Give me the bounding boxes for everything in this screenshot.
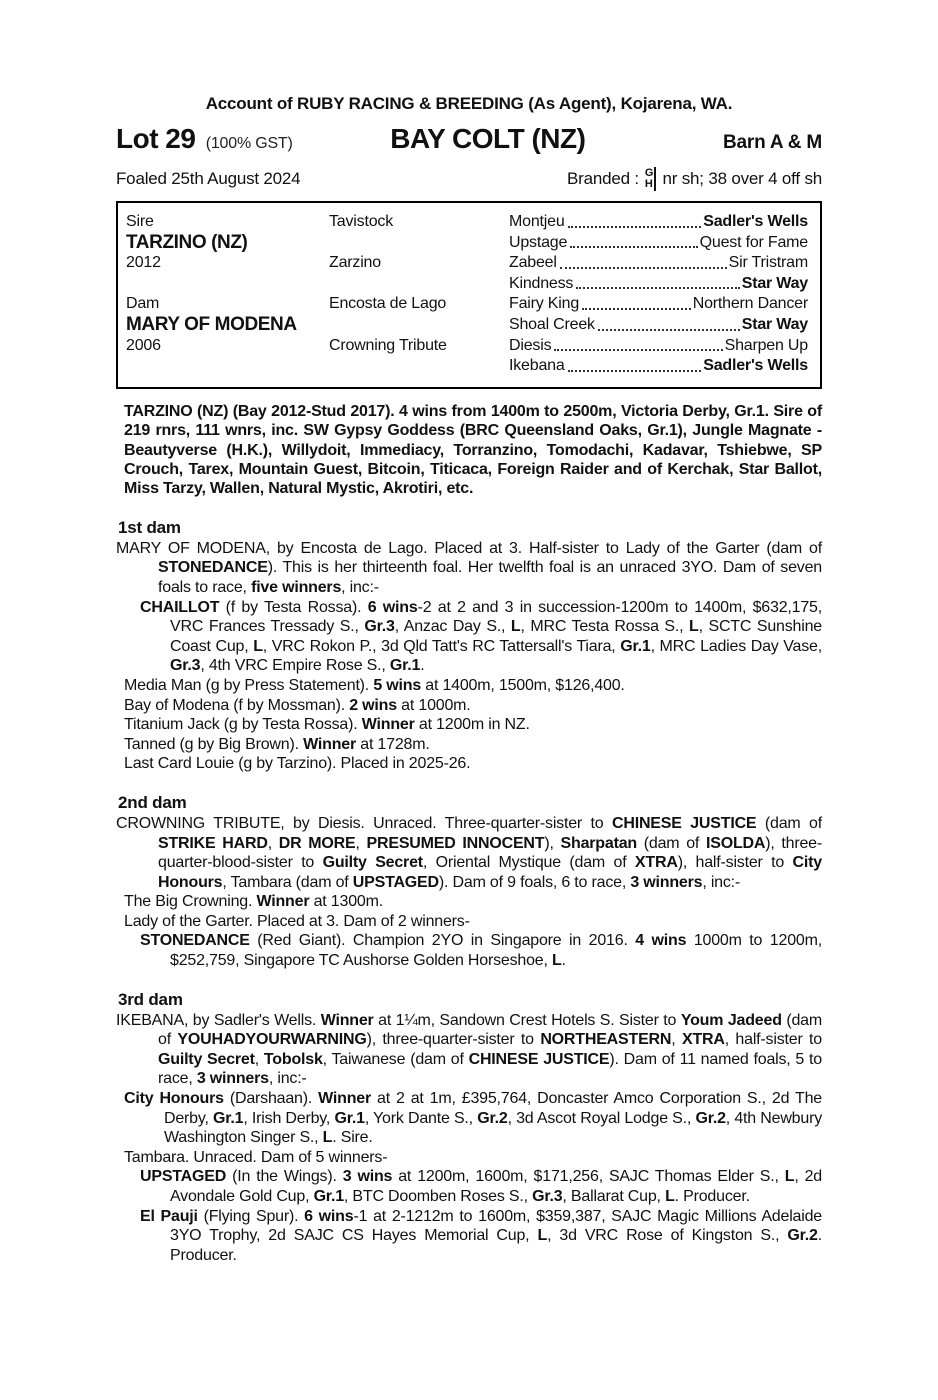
body-text: at 1¼m, Sandown Crest Hotels S. Sister to — [373, 1011, 681, 1029]
emphasized-name: 6 wins — [367, 598, 418, 616]
emphasized-name: 5 wins — [373, 676, 422, 694]
dam-section-heading: 1st dam — [118, 517, 181, 537]
emphasized-name: Gr.1 — [313, 1188, 344, 1205]
pedigree-paragraph — [116, 892, 822, 912]
body-text: , VRC Rokon P., 3d Qld Tatt's RC Tattersall's Tiara, — [262, 637, 621, 655]
body-text: IKEBANA, by Sadler's Wells. — [116, 1011, 321, 1029]
dotted-leader — [598, 329, 740, 331]
emphasized-name: XTRA — [681, 1031, 725, 1049]
parent-name: Tavistock — [329, 213, 393, 230]
grandparent-line — [509, 336, 808, 357]
emphasized-name: L — [510, 618, 521, 636]
emphasized-name: L — [322, 1129, 333, 1147]
emphasized-name: YOUHADYOURWARNING — [177, 1031, 367, 1049]
emphasized-name: City Honours — [158, 854, 822, 891]
body-text: -2 at 2 and 3 in succession-1200m to 1400m, $632,175, VRC Frances Tressady S., — [170, 598, 822, 636]
brand-letter-top: G — [644, 167, 654, 179]
branded-info — [567, 167, 822, 191]
grandparent-name: Kindness — [509, 274, 574, 292]
great-grandsire-name: Star Way — [741, 274, 808, 292]
body-text: . Producer. — [674, 1188, 750, 1205]
grandparent-line — [509, 356, 808, 377]
body-text: , inc:- — [341, 578, 379, 596]
emphasized-name: ISOLDA — [705, 834, 766, 852]
great-grandsire-name: Star Way — [741, 315, 808, 333]
body-text: (f by Testa Rossa). — [219, 598, 368, 616]
emphasized-name: Gr.1 — [620, 637, 651, 655]
body-text: ). This is her thirteenth foal. Her twelfth foal is an unraced 3YO. Dam of seven foals to race, — [158, 559, 822, 596]
emphasized-name: Gr.3 — [364, 618, 395, 636]
brand-mark-icon — [645, 167, 657, 191]
body-text: , Oriental Mystique (dam of — [422, 854, 635, 872]
body-text: , Ballarat Cup, — [562, 1188, 666, 1205]
emphasized-name: CHINESE JUSTICE — [468, 1050, 610, 1068]
body-text: (In the Wings). — [226, 1168, 343, 1186]
emphasized-name: Winner — [318, 1090, 372, 1108]
grandparent-name: Diesis — [509, 336, 552, 354]
dam-section-heading: 2nd dam — [118, 792, 187, 812]
body-text: (dam of — [756, 814, 822, 832]
subject-label: Dam — [126, 295, 160, 313]
pedigree-paragraph — [116, 715, 822, 735]
body-text: , York Dante S., — [364, 1109, 478, 1127]
body-text: at 1300m. — [309, 893, 383, 911]
dotted-leader — [560, 267, 727, 269]
emphasized-name: L — [689, 618, 699, 636]
pedigree-paragraph — [116, 1089, 822, 1148]
pedigree-paragraph — [116, 912, 822, 932]
body-text: Tambara. Unraced. Dam of 5 winners- — [124, 1148, 388, 1166]
emphasized-name: CHAILLOT — [140, 598, 220, 616]
pedigree-paragraph — [116, 676, 822, 696]
emphasized-name: NORTHEASTERN — [540, 1031, 672, 1049]
subject-name: MARY OF MODENA — [126, 313, 297, 335]
body-text: ), half-sister to — [677, 854, 793, 872]
lot-number: Lot 29 — [116, 123, 196, 154]
pedigree-paragraph — [116, 1148, 822, 1168]
body-text: at 1000m. — [396, 696, 471, 714]
pedigree-paragraph — [116, 814, 822, 892]
brand-letters — [645, 168, 654, 190]
body-text: , 4th Newbury Washington Singer S., — [164, 1109, 822, 1147]
emphasized-name: TARZINO (NZ) (Bay 2012-Stud 2017). 4 wins from 1400m to 2500m, Victoria Derby, Gr.1. Sire of 219 rnrs, 111 wnrs, inc. SW Gypsy Goddess (BRC Queensland Oaks, Gr.1), Jungle Magnate - Beautyverse (H.K.), Willydoit, Immediacy, Torranzino, Tomodachi, Kadavar, Tshiebwe, SP Crouch, Tarex, Mountain Guest, Bitcoin, Titicaca, Foreign Raider and of Kerchak, Star Ballot, Miss Tarzy, Wallen, Natural Mystic, Akrotiri, etc. — [124, 402, 822, 498]
pedigree-paragraph — [116, 735, 822, 755]
emphasized-name: 4 wins — [635, 932, 687, 950]
emphasized-name: five winners — [251, 578, 342, 596]
great-grandsire-name: Sadler's Wells — [703, 357, 808, 375]
brand-bar — [654, 167, 656, 191]
body-text: , inc:- — [268, 1070, 307, 1088]
emphasized-name: L — [784, 1168, 795, 1186]
body-text: , MRC Ladies Day Vase, — [650, 637, 822, 655]
emphasized-name: L — [253, 637, 263, 655]
great-grandsire-name: Northern Dancer — [692, 295, 808, 313]
pedigree-paragraph — [116, 1167, 822, 1206]
body-text: (dam of — [636, 834, 706, 852]
emphasized-name: Gr.3 — [532, 1188, 563, 1205]
emphasized-name: Youm Jadeed — [680, 1011, 782, 1029]
body-text: ). Dam of 9 foals, 6 to race, — [438, 873, 631, 891]
emphasized-name: L — [665, 1188, 675, 1205]
pedigree-col-parents — [329, 294, 509, 376]
emphasized-name: UPSTAGED — [140, 1168, 227, 1186]
subject-spacer — [126, 274, 329, 295]
grandparent-name: Zabeel — [509, 254, 557, 272]
grandparent-name: Ikebana — [509, 357, 565, 375]
emphasized-name: City Honours — [124, 1090, 224, 1108]
body-text: , 3d Ascot Royal Lodge S., — [507, 1109, 696, 1127]
grandparent-line — [509, 315, 808, 336]
body-text: ), three-quarter-blood-sister to — [158, 834, 823, 872]
pedigree-paragraph — [116, 1011, 822, 1089]
body-text: . Producer. — [170, 1227, 823, 1264]
pedigree-paragraph — [116, 1207, 822, 1266]
emphasized-name: 6 wins — [304, 1207, 354, 1225]
grandparent-line — [509, 212, 808, 233]
emphasized-name: STONEDANCE — [158, 559, 268, 577]
emphasized-name: CHINESE JUSTICE — [612, 814, 757, 832]
pedigree-table — [116, 201, 822, 389]
body-text: (Flying Spur). — [197, 1207, 305, 1225]
body-text: . — [420, 657, 425, 675]
emphasized-name: Gr.2 — [695, 1109, 726, 1127]
body-text: , inc:- — [702, 873, 741, 891]
body-text: -1 at 2-1212m to 1600m, $359,387, SAJC Magic Millions Adelaide 3YO Trophy, 2d SAJC CS Hayes Memorial Cup, — [170, 1207, 822, 1245]
grandparent-line — [509, 253, 808, 274]
dotted-leader — [568, 226, 702, 228]
body-text: at 1728m. — [356, 735, 430, 753]
body-text: , half-sister to — [724, 1031, 822, 1049]
emphasized-name: Gr.2 — [787, 1227, 818, 1245]
body-text: (Darshaan). — [223, 1090, 319, 1108]
great-grandsire-name: Sir Tristram — [728, 254, 808, 272]
emphasized-name: Winner — [303, 735, 356, 753]
pedigree-paragraph — [116, 402, 822, 499]
emphasized-name: L — [537, 1227, 548, 1245]
emphasized-name: Gr.3 — [170, 657, 201, 675]
body-text: , — [267, 834, 279, 852]
branded-text: nr sh; 38 over 4 off sh — [662, 169, 822, 188]
pedigree-sections — [116, 402, 822, 1266]
dotted-leader — [570, 246, 697, 248]
subject-name: TARZINO (NZ) — [126, 231, 248, 253]
emphasized-name: Gr.2 — [477, 1109, 508, 1127]
branded-label: Branded : — [567, 169, 639, 188]
emphasized-name: L — [551, 952, 562, 970]
subject-year: 2006 — [126, 336, 161, 354]
grandparent-name: Shoal Creek — [509, 315, 595, 333]
subject-year: 2012 — [126, 254, 161, 272]
body-text: ), — [544, 834, 561, 852]
emphasized-name: STRIKE HARD — [158, 834, 268, 852]
parent-name: Encosta de Lago — [329, 295, 447, 313]
dam-section-heading: 3rd dam — [118, 989, 183, 1009]
dotted-leader — [568, 370, 702, 372]
grandparent-name: Upstage — [509, 233, 568, 251]
pedigree-col-subject — [126, 294, 329, 376]
emphasized-name: Gr.1 — [389, 657, 421, 675]
barn-label: Barn A & M — [723, 132, 822, 153]
grandparent-line — [509, 233, 808, 254]
pedigree-col-grandparents — [509, 294, 808, 376]
body-text: Tanned (g by Big Brown). — [124, 735, 304, 753]
parent-name: Zarzino — [329, 254, 381, 272]
lot-left — [116, 123, 293, 155]
emphasized-name: Gr.1 — [334, 1109, 365, 1127]
body-text: ), three-quarter-sister to — [366, 1031, 541, 1049]
body-text: . — [561, 952, 566, 970]
body-text: at 1200m, 1600m, $171,256, SAJC Thomas Elder S., — [392, 1168, 785, 1186]
great-grandsire-name: Sadler's Wells — [703, 213, 808, 230]
body-text: Last Card Louie (g by Tarzino). Placed in 2025-26. — [124, 755, 471, 773]
emphasized-name: PRESUMED INNOCENT — [366, 834, 545, 852]
dotted-leader — [554, 349, 722, 351]
lot-row — [116, 123, 822, 155]
emphasized-name: Sharpatan — [560, 834, 637, 852]
dotted-leader — [582, 308, 691, 310]
pedigree-col-grandparents — [509, 212, 808, 294]
pedigree-paragraph — [116, 931, 822, 970]
body-text: ). Dam of 11 named foals, 5 to race, — [158, 1050, 822, 1088]
body-text: MARY OF MODENA, by Encosta de Lago. Placed at 3. Half-sister to Lady of the Garter (dam of — [116, 539, 822, 557]
body-text: (dam of — [158, 1011, 822, 1049]
great-grandsire-name: Quest for Fame — [699, 233, 808, 251]
body-text: at 1200m in NZ. — [414, 716, 530, 734]
body-text: , BTC Doomben Roses S., — [343, 1188, 533, 1205]
body-text: 1000m to 1200m, $252,759, Singapore TC Aushorse Golden Horseshoe, — [170, 932, 822, 970]
body-text: , Tambara (dam of — [222, 873, 353, 891]
grandparent-name: Fairy King — [509, 295, 580, 313]
body-text: , 3d VRC Rose of Kingston S., — [547, 1227, 788, 1245]
grandparent-name: Montjeu — [509, 213, 565, 230]
pedigree-col-subject — [126, 212, 329, 294]
emphasized-name: 3 wins — [342, 1168, 393, 1186]
body-text: , — [355, 834, 367, 852]
emphasized-name: Winner — [361, 716, 415, 734]
body-text: at 2 at 1m, £395,764, Doncaster Amco Corporation S., 2d The Derby, — [164, 1090, 822, 1127]
pedigree-paragraph — [116, 539, 822, 598]
subject-spacer — [126, 356, 329, 377]
body-text: , 2d Avondale Gold Cup, — [170, 1168, 822, 1205]
pedigree-paragraph — [116, 754, 822, 774]
great-grandsire-name: Sharpen Up — [724, 336, 808, 354]
emphasized-name: Guilty Secret — [158, 1050, 255, 1068]
body-text: Media Man (g by Press Statement). — [124, 676, 374, 694]
account-line: Account of RUBY RACING & BREEDING (As Agent), Kojarena, WA. — [205, 94, 733, 113]
body-text: Lady of the Garter. Placed at 3. Dam of 2 winners- — [124, 912, 470, 930]
subject-label: Sire — [126, 213, 154, 230]
body-text: , Irish Derby, — [243, 1109, 335, 1127]
emphasized-name: 3 winners — [630, 873, 703, 891]
emphasized-name: Winner — [256, 893, 310, 911]
body-text: The Big Crowning. — [124, 893, 257, 911]
body-text: , Anzac Day S., — [394, 618, 511, 636]
pedigree-col-parents — [329, 212, 509, 294]
grandparent-line — [509, 294, 808, 315]
pedigree-half-dam — [126, 294, 808, 376]
emphasized-name: XTRA — [634, 854, 678, 872]
emphasized-name: Gr.1 — [213, 1109, 244, 1127]
parent-name: Crowning Tribute — [329, 336, 447, 354]
pedigree-paragraph — [116, 598, 822, 676]
emphasized-name: STONEDANCE — [140, 932, 250, 950]
emphasized-name: 3 winners — [196, 1070, 269, 1088]
body-text: Titanium Jack (g by Testa Rossa). — [124, 716, 362, 734]
emphasized-name: El Pauji — [140, 1207, 198, 1225]
emphasized-name: Guilty Secret — [322, 854, 423, 872]
body-text: Bay of Modena (f by Mossman). — [124, 696, 350, 714]
body-text: . Sire. — [332, 1129, 373, 1147]
body-text: at 1400m, 1500m, $126,400. — [421, 676, 625, 694]
dotted-leader — [576, 287, 739, 289]
body-text: , 4th VRC Empire Rose S., — [200, 657, 390, 675]
emphasized-name: 2 wins — [349, 696, 397, 714]
body-text: (Red Giant). Champion 2YO in Singapore in 2016. — [249, 932, 636, 950]
emphasized-name: Winner — [320, 1011, 374, 1029]
foaled-date: Foaled 25th August 2024 — [116, 169, 301, 188]
parent-spacer — [329, 233, 509, 254]
parent-spacer — [329, 274, 509, 295]
body-text: , MRC Testa Rossa S., — [520, 618, 690, 636]
parent-spacer — [329, 356, 509, 377]
body-text: , SCTC Sunshine Coast Cup, — [170, 618, 822, 655]
brand-letter-bottom: H — [644, 178, 653, 190]
emphasized-name: DR MORE — [278, 834, 356, 852]
grandparent-line — [509, 274, 808, 295]
parent-spacer — [329, 315, 509, 336]
gst-note: (100% GST) — [205, 135, 293, 152]
pedigree-half-sire — [126, 212, 808, 294]
body-text: CROWNING TRIBUTE, by Diesis. Unraced. Three-quarter-sister to — [116, 814, 612, 832]
emphasized-name: Tobolsk — [263, 1050, 323, 1068]
body-text: , — [671, 1031, 682, 1049]
body-text: , — [254, 1050, 264, 1068]
page-title: BAY COLT (NZ) — [390, 123, 586, 154]
emphasized-name: UPSTAGED — [352, 873, 439, 891]
pedigree-paragraph — [116, 696, 822, 716]
foaled-row — [116, 167, 822, 191]
body-text: , Taiwanese (dam of — [322, 1050, 469, 1068]
